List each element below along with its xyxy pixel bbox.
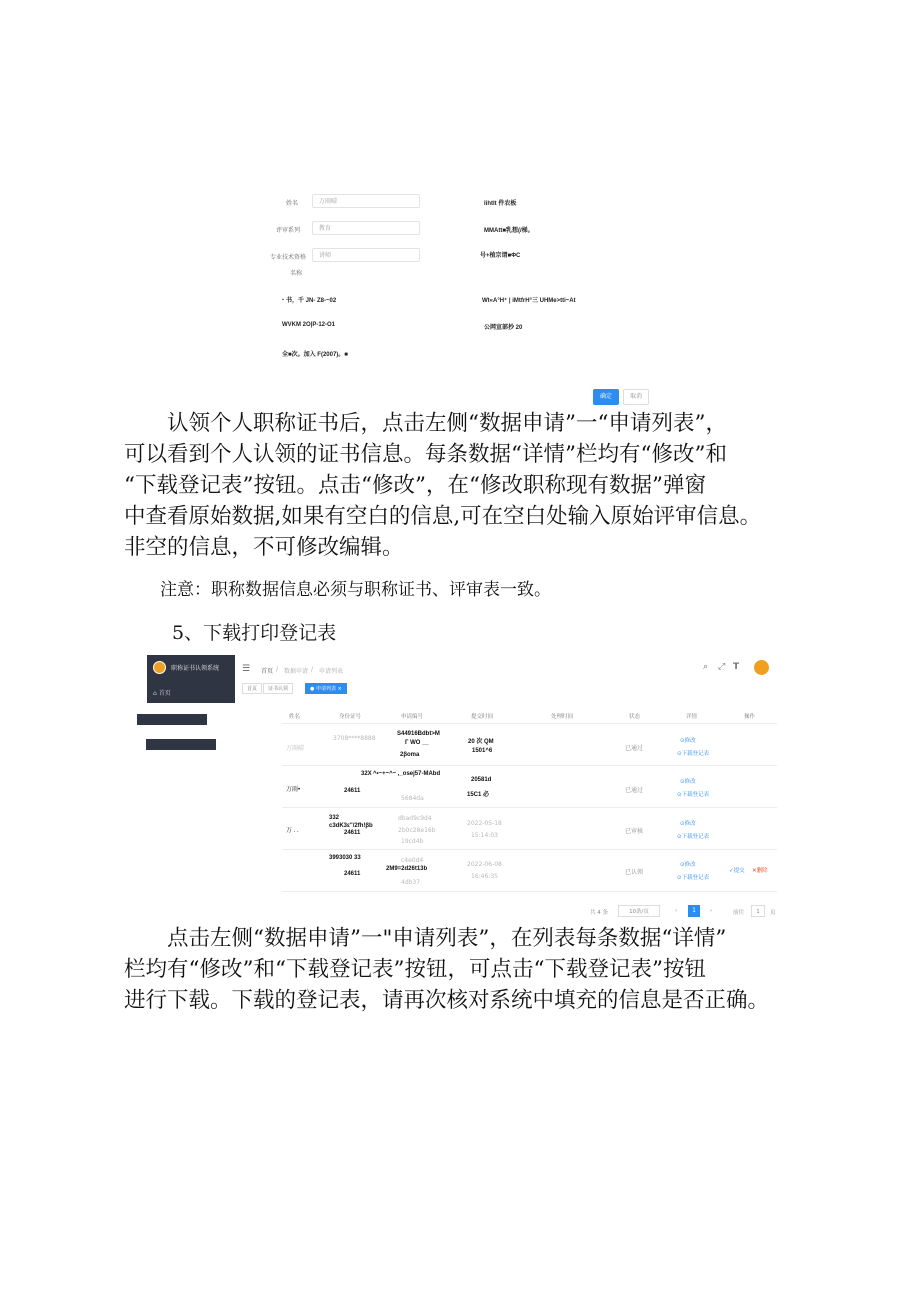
cell-name: 万雨• [286,787,301,793]
sidebar-block [146,739,216,750]
sidebar [147,655,235,703]
breadcrumb-apply-list: 申请列表 [319,668,344,675]
cell-app-no: 2b0c28e16b [398,827,436,834]
cell-status: 已认领 [625,869,644,876]
sidebar-block [137,714,207,725]
cell-app-no: Г WO __ [405,740,429,746]
series-input[interactable]: 教育 [312,221,420,235]
ocr-line-right-1: lihtlt 件农板 [484,201,517,207]
sidebar-item-label: 首页 [158,690,171,697]
cell-app-no: 19cd4b [401,838,424,845]
cell-submit-time: 20 次 QM [468,739,494,745]
cell-id: 32X [361,771,372,777]
cell-app-no: ^•~+~^~ ,_osej57-MAbd [373,771,441,777]
search-icon[interactable]: ⌕ [703,662,709,672]
avatar[interactable] [754,660,769,675]
cell-id: 3708****8888 [333,735,376,742]
application-list-screenshot [137,655,782,915]
goto-label: 前往 [733,910,745,916]
paragraph-line: 非空的信息，不可修改编辑。 [124,535,404,560]
breadcrumb-sep: / [276,666,279,673]
cell-id: 24611 [344,788,361,794]
qualification-input[interactable]: 讲师 [312,248,420,262]
cell-app-no: 4db37 [401,879,421,886]
section-heading: 5、下载打印登记表 [172,622,337,644]
cell-app-no: c4e0d4 [401,857,424,864]
tab-cert-claim[interactable]: 证书认领 [263,683,293,694]
paragraph-line: 进行下载。下载的登记表，请再次核对系统中填充的信息是否正确。 [124,988,770,1013]
table-divider [282,891,777,892]
table-divider [282,765,777,766]
edit-form-screenshot [262,180,682,415]
submit-button[interactable]: ✓提交 [729,868,745,874]
prev-page-icon[interactable]: ‹ [675,908,678,914]
tab-apply-list[interactable]: ● 申请列表 × [305,683,347,694]
col-name: 姓名 [289,714,301,720]
cell-app-no: S44916Bdbt>M [397,731,440,737]
table-divider [282,807,777,808]
download-form-link[interactable]: ⊙下载登记表 [677,875,710,881]
edit-link[interactable]: ⊙修改 [680,779,696,785]
cell-status: 已审核 [625,828,644,835]
fullscreen-icon[interactable]: ⤢ [718,662,726,672]
field-label-qualification: 专业技术资格 [270,254,307,261]
paragraph-line: 栏均有“修改”和“下载登记表”按钮，可点击“下载登记表”按钮 [124,957,706,982]
download-form-link[interactable]: ⊙下载登记表 [677,751,710,757]
cancel-button[interactable]: 取消 [623,389,649,405]
cell-id: 24611 [344,871,361,877]
ocr-line-right-2: MMAtt■乳想(/梯。 [484,228,534,234]
download-form-link[interactable]: ⊙下载登记表 [677,792,710,798]
confirm-button[interactable]: 确定 [593,389,619,405]
cell-status: 已通过 [625,745,644,752]
cell-id: 332 [329,815,340,821]
cell-status: 已通过 [625,787,644,794]
note-text: 注意：职称数据信息必须与职称证书、评审表一致。 [160,580,551,600]
ocr-line-right-3: 号+植宗谓■ΦC [480,253,521,259]
menu-toggle-icon[interactable]: ☰ [242,664,251,674]
col-id: 身份证号 [339,714,362,720]
instruction-paragraph-2 [124,923,824,1016]
ocr-line-left-2: WVKM 2O|P-12-O1 [282,322,336,328]
paragraph-line: 认领个人职称证书后，点击左侧“数据申请”一“申请列表”， [167,411,727,436]
font-size-icon[interactable]: T [733,662,740,672]
name-input[interactable]: 万雨晴 [312,194,420,208]
col-detail: 详情 [686,714,698,720]
cell-submit-time: 2022-05-18 [467,820,502,827]
table-divider [282,723,777,724]
edit-link[interactable]: ⊙修改 [680,821,696,827]
tab-label: 申请列表 [315,686,336,692]
page-number-current[interactable]: 1 [688,905,700,917]
cell-id: c3dK3ε"/2fh!βb [329,823,373,829]
cell-submit-time: 16:46:35 [471,873,498,880]
instruction-paragraph-1 [124,408,824,563]
download-form-link[interactable]: ⊙下载登记表 [677,834,710,840]
total-count: 共 4 条 [590,910,608,916]
system-logo-icon [153,661,166,674]
col-handle-time: 处理时间 [551,714,574,720]
cell-name: 万雨晴 [286,745,305,752]
cell-app-no: 2M9=2d26t13b [386,866,428,872]
cell-submit-time: 2022-06-08 [467,861,502,868]
paragraph-line: “下载登记表”按钮。点击“修改”，在“修改职称现有数据”弹窗 [124,473,706,498]
page-size-select[interactable]: 10条/页 [618,905,660,917]
edit-link[interactable]: ⊙修改 [680,862,696,868]
paragraph-line: 可以看到个人认领的证书信息。每条数据“详情”栏均有“修改”和 [124,442,727,467]
ocr-line-right-4: Wt«A°H⁺ | iMtfrH°三 UHMe>tti~At [482,298,576,304]
next-page-icon[interactable]: › [710,908,713,914]
field-label-title-name: 名称 [290,270,303,277]
breadcrumb-home[interactable]: 首页 [261,668,274,675]
col-action: 操作 [744,714,756,720]
ocr-line-left-1: ・书，千 JN- Z8-~02 [280,298,337,304]
cell-submit-time: 20581d [471,777,492,783]
col-status: 状态 [629,714,641,720]
cell-app-no: 2βoma [400,752,420,758]
field-label-series: 评审系列 [276,227,301,234]
paragraph-line: 点击左侧“数据申请”一"申请列表”，在列表每条数据“详情” [167,926,727,951]
edit-link[interactable]: ⊙修改 [680,738,696,744]
paragraph-line: 中查看原始数据,如果有空白的信息,可在空白处输入原始评审信息。 [124,504,762,529]
table-divider [282,849,777,850]
sidebar-item-home[interactable]: ⌂ 首页 [153,690,171,697]
cell-id: 24611 [344,830,361,836]
cell-submit-time: 1501^6 [472,748,493,754]
breadcrumb-sep: / [311,666,314,673]
col-app-no: 申请编号 [401,714,424,720]
goto-page-input[interactable]: 1 [751,905,765,917]
ocr-line-left-3: 全■次。加入 F(2007)。■ [282,352,348,358]
system-title: 职称证书认领系统 [171,665,220,672]
cell-name: 万 . . [286,828,299,834]
cell-submit-time: 15:14:03 [471,832,498,839]
delete-button[interactable]: ✕删除 [752,868,768,874]
breadcrumb-data-apply[interactable]: 数据申请 [284,668,309,675]
col-submit-time: 提交时间 [471,714,494,720]
cell-submit-time: 15C1 必 [467,792,490,798]
field-label-name: 姓名 [286,200,299,207]
cell-app-no: dbad9c9d4 [398,815,432,822]
cell-app-no: 5684da [401,795,424,802]
cell-id: 3993030 33 [329,855,361,861]
tab-home[interactable]: 首页 [242,683,262,694]
ocr-line-right-5: 公网宣部抄 20 [484,325,523,331]
page-unit: 页 [770,910,776,916]
